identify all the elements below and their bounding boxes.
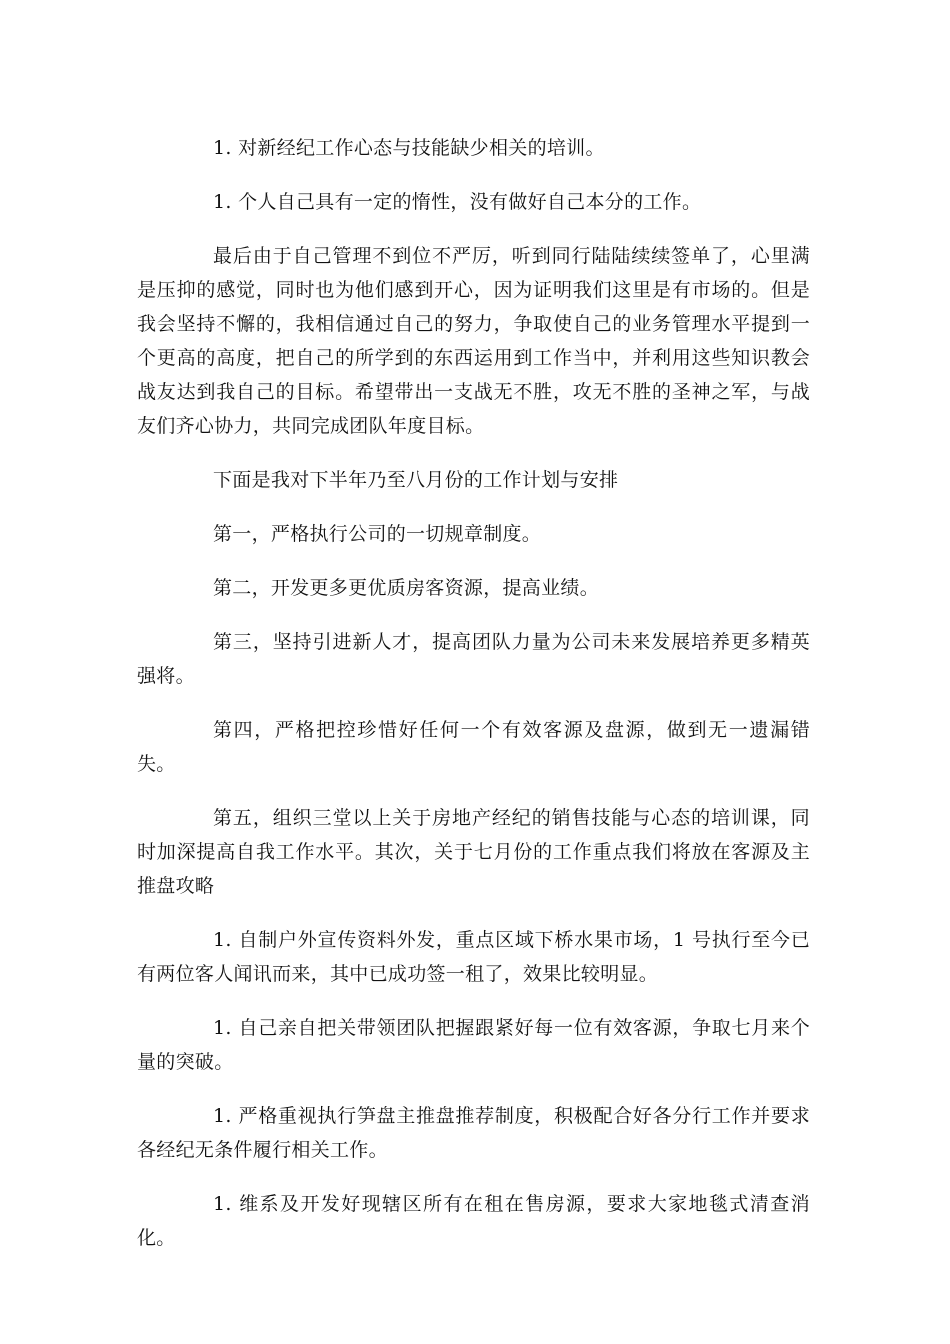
paragraph-personal-inertia: 1. 个人自己具有一定的惰性，没有做好自己本分的工作。 <box>213 191 702 213</box>
paragraph-plan-item-1: 第一，严格执行公司的一切规章制度。 <box>213 523 542 545</box>
paragraph-plan-item-2: 第二，开发更多更优质房客资源，提高业绩。 <box>213 577 600 599</box>
paragraph-plan-item-4: 第四，严格把控珍惜好任何一个有效客源及盘源，做到无一遗漏错失。 <box>137 719 810 775</box>
paragraph-management-reflection: 最后由于自己管理不到位不严厉，听到同行陆陆续续签单了，心里满是压抑的感觉，同时也为他们感到开心，因为证明我们这里是有市场的。但是我会坚持不懈的，我相信通过自己的努力，争取使自己的业务管理水平提到一个更高的高度，把自己的所学到的东西运用到工作当中，并利用这些知识教会战友达到我自己的目标。希望带出一支战无不胜，攻无不胜的圣神之军，与战友们齐心协力，共同完成团队年度目标。 <box>137 245 810 437</box>
paragraph-july-task-2: 1. 自己亲自把关带领团队把握跟紧好每一位有效客源，争取七月来个量的突破。 <box>137 1017 810 1073</box>
paragraph-july-task-4: 1. 维系及开发好现辖区所有在租在售房源，要求大家地毯式清查消化。 <box>137 1193 810 1249</box>
paragraph-plan-item-3: 第三，坚持引进新人才，提高团队力量为公司未来发展培养更多精英强将。 <box>137 631 810 687</box>
document-body <box>137 131 810 1275</box>
paragraph-plan-item-5: 第五，组织三堂以上关于房地产经纪的销售技能与心态的培训课，同时加深提高自我工作水平。其次，关于七月份的工作重点我们将放在客源及主推盘攻略 <box>137 807 810 897</box>
paragraph-july-task-3: 1. 严格重视执行笋盘主推盘推荐制度，积极配合好各分行工作并要求各经纪无条件履行相关工作。 <box>137 1105 810 1161</box>
paragraph-training-gap: 1. 对新经纪工作心态与技能缺少相关的培训。 <box>213 137 605 159</box>
paragraph-july-task-1: 1. 自制户外宣传资料外发，重点区域下桥水果市场，1 号执行至今已有两位客人闻讯而来，其中已成功签一租了，效果比较明显。 <box>137 929 810 985</box>
paragraph-plan-intro: 下面是我对下半年乃至八月份的工作计划与安排 <box>213 469 619 491</box>
